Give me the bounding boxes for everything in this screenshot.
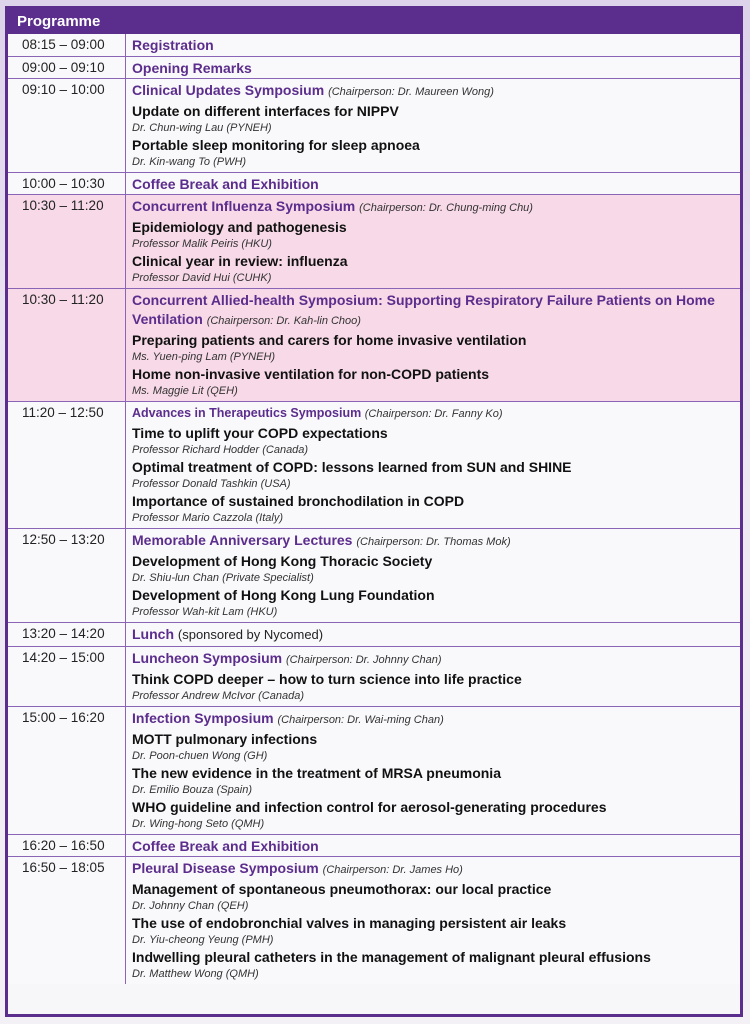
session-content bbox=[126, 57, 740, 78]
talk-title: Preparing patients and carers for home invasive ventilation bbox=[132, 332, 527, 348]
talk-title: Portable sleep monitoring for sleep apnoea bbox=[132, 137, 420, 153]
schedule-row bbox=[8, 78, 740, 172]
session-content bbox=[126, 647, 740, 706]
speaker: Professor David Hui (CUHK) bbox=[132, 272, 272, 284]
speaker: Ms. Maggie Lit (QEH) bbox=[132, 385, 238, 397]
session-title: Pleural Disease Symposium bbox=[132, 860, 319, 876]
time-slot: 15:00 – 16:20 bbox=[8, 707, 126, 834]
speaker: Dr. Kin-wang To (PWH) bbox=[132, 156, 247, 168]
session-title: Memorable Anniversary Lectures bbox=[132, 532, 353, 548]
session-title-line bbox=[132, 36, 734, 55]
session-title-line bbox=[132, 175, 734, 194]
time-slot: 10:30 – 11:20 bbox=[8, 289, 126, 401]
session-content bbox=[126, 289, 740, 401]
speaker: Professor Mario Cazzola (Italy) bbox=[132, 512, 283, 524]
session-title: Lunch bbox=[132, 626, 174, 642]
session-title: Luncheon Symposium bbox=[132, 650, 283, 666]
schedule-row bbox=[8, 194, 740, 288]
talk-title: Home non-invasive ventilation for non-COPD patients bbox=[132, 366, 490, 382]
talk-title: Importance of sustained bronchodilation in COPD bbox=[132, 493, 465, 509]
session-content bbox=[126, 402, 740, 528]
talk-title: Think COPD deeper – how to turn science into life practice bbox=[132, 671, 522, 687]
speaker: Dr. Yiu-cheong Yeung (PMH) bbox=[132, 934, 274, 946]
schedule-row bbox=[8, 706, 740, 834]
schedule-row bbox=[8, 646, 740, 706]
programme-header: Programme bbox=[8, 9, 740, 34]
speaker: Professor Andrew McIvor (Canada) bbox=[132, 690, 304, 702]
session-title: Infection Symposium bbox=[132, 710, 274, 726]
session-content bbox=[126, 79, 740, 172]
schedule-row bbox=[8, 856, 740, 984]
talk-title: Update on different interfaces for NIPPV bbox=[132, 103, 399, 119]
session-title-line bbox=[132, 81, 734, 102]
schedule-row bbox=[8, 288, 740, 401]
talk-title: MOTT pulmonary infections bbox=[132, 731, 318, 747]
schedule-row bbox=[8, 401, 740, 528]
session-content bbox=[126, 623, 740, 646]
speaker: Professor Richard Hodder (Canada) bbox=[132, 444, 309, 456]
session-title: Advances in Therapeutics Symposium bbox=[132, 406, 362, 420]
session-title-line bbox=[132, 197, 734, 218]
talk-title: Epidemiology and pathogenesis bbox=[132, 219, 347, 235]
schedule-row bbox=[8, 834, 740, 856]
programme-table bbox=[5, 6, 743, 1017]
session-title: Coffee Break and Exhibition bbox=[132, 176, 319, 192]
chairperson: (Chairperson: Dr. Chung-ming Chu) bbox=[359, 202, 533, 214]
talk-title: Development of Hong Kong Thoracic Society bbox=[132, 553, 433, 569]
talk-title: Optimal treatment of COPD: lessons learned from SUN and SHINE bbox=[132, 459, 572, 475]
time-slot: 09:10 – 10:00 bbox=[8, 79, 126, 172]
speaker: Dr. Poon-chuen Wong (GH) bbox=[132, 750, 268, 762]
sponsor-note: (sponsored by Nycomed) bbox=[177, 627, 324, 642]
programme-rows bbox=[8, 34, 740, 984]
time-slot: 11:20 – 12:50 bbox=[8, 402, 126, 528]
time-slot: 08:15 – 09:00 bbox=[8, 34, 126, 56]
chairperson: (Chairperson: Dr. Fanny Ko) bbox=[364, 408, 503, 420]
talk-title: Management of spontaneous pneumothorax: our local practice bbox=[132, 881, 552, 897]
session-title-line bbox=[132, 625, 734, 644]
session-title: Opening Remarks bbox=[132, 60, 252, 76]
speaker: Dr. Wing-hong Seto (QMH) bbox=[132, 818, 265, 830]
session-content bbox=[126, 529, 740, 622]
session-content bbox=[126, 34, 740, 56]
chairperson: (Chairperson: Dr. Johnny Chan) bbox=[286, 654, 442, 666]
speaker: Dr. Shiu-lun Chan (Private Specialist) bbox=[132, 572, 314, 584]
session-content bbox=[126, 835, 740, 856]
session-content bbox=[126, 195, 740, 288]
session-title-line bbox=[132, 649, 734, 670]
session-title: Concurrent Allied-health Symposium: Supporting Respiratory Failure Patients on Home Ventilation bbox=[132, 292, 715, 327]
talk-title: WHO guideline and infection control for aerosol-generating procedures bbox=[132, 799, 607, 815]
session-title-line bbox=[132, 709, 734, 730]
session-title-line bbox=[132, 531, 734, 552]
session-content bbox=[126, 707, 740, 834]
session-content bbox=[126, 173, 740, 194]
time-slot: 10:30 – 11:20 bbox=[8, 195, 126, 288]
session-title: Clinical Updates Symposium bbox=[132, 82, 325, 98]
time-slot: 10:00 – 10:30 bbox=[8, 173, 126, 194]
talk-title: Time to uplift your COPD expectations bbox=[132, 425, 388, 441]
speaker: Ms. Yuen-ping Lam (PYNEH) bbox=[132, 351, 276, 363]
session-title-line bbox=[132, 291, 734, 331]
schedule-row bbox=[8, 172, 740, 194]
talk-title: Clinical year in review: influenza bbox=[132, 253, 348, 269]
speaker: Dr. Johnny Chan (QEH) bbox=[132, 900, 249, 912]
session-title-line bbox=[132, 859, 734, 880]
time-slot: 12:50 – 13:20 bbox=[8, 529, 126, 622]
speaker: Dr. Matthew Wong (QMH) bbox=[132, 968, 259, 980]
session-title: Coffee Break and Exhibition bbox=[132, 838, 319, 854]
talk-title: Development of Hong Kong Lung Foundation bbox=[132, 587, 435, 603]
chairperson: (Chairperson: Dr. Thomas Mok) bbox=[356, 536, 511, 548]
session-title-line bbox=[132, 837, 734, 856]
time-slot: 16:20 – 16:50 bbox=[8, 835, 126, 856]
session-title-line bbox=[132, 59, 734, 78]
chairperson: (Chairperson: Dr. Maureen Wong) bbox=[328, 86, 494, 98]
speaker: Professor Wah-kit Lam (HKU) bbox=[132, 606, 278, 618]
speaker: Professor Donald Tashkin (USA) bbox=[132, 478, 291, 490]
session-title: Concurrent Influenza Symposium bbox=[132, 198, 356, 214]
talk-title: Indwelling pleural catheters in the management of malignant pleural effusions bbox=[132, 949, 651, 965]
schedule-row bbox=[8, 34, 740, 56]
speaker: Dr. Emilio Bouza (Spain) bbox=[132, 784, 253, 796]
time-slot: 16:50 – 18:05 bbox=[8, 857, 126, 984]
talk-title: The use of endobronchial valves in managing persistent air leaks bbox=[132, 915, 567, 931]
schedule-row bbox=[8, 622, 740, 646]
schedule-row bbox=[8, 528, 740, 622]
session-content bbox=[126, 857, 740, 984]
talk-title: The new evidence in the treatment of MRSA pneumonia bbox=[132, 765, 501, 781]
chairperson: (Chairperson: Dr. Kah-lin Choo) bbox=[206, 315, 361, 327]
session-title-line bbox=[132, 404, 734, 424]
schedule-row bbox=[8, 56, 740, 78]
speaker: Professor Malik Peiris (HKU) bbox=[132, 238, 272, 250]
time-slot: 13:20 – 14:20 bbox=[8, 623, 126, 646]
chairperson: (Chairperson: Dr. James Ho) bbox=[322, 864, 463, 876]
time-slot: 14:20 – 15:00 bbox=[8, 647, 126, 706]
speaker: Dr. Chun-wing Lau (PYNEH) bbox=[132, 122, 272, 134]
session-title: Registration bbox=[132, 37, 214, 53]
chairperson: (Chairperson: Dr. Wai-ming Chan) bbox=[277, 714, 444, 726]
time-slot: 09:00 – 09:10 bbox=[8, 57, 126, 78]
